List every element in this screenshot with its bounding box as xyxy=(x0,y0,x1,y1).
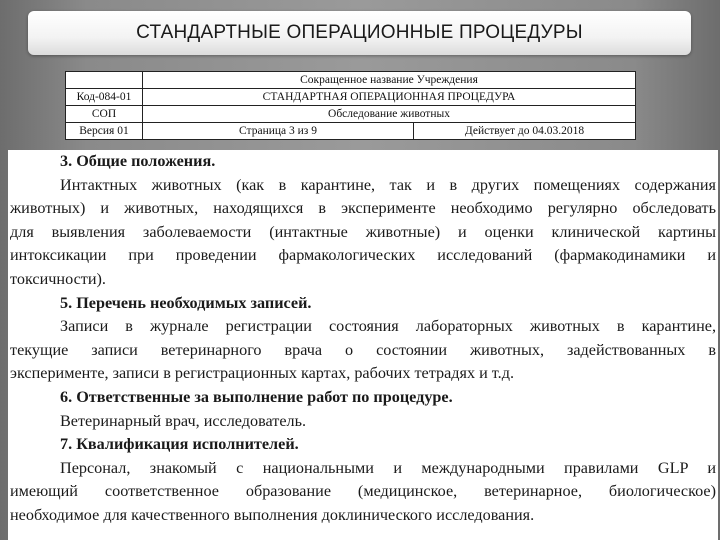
section-3-line: для выявления заболеваемости (интактные животные) и оценки клинической картины xyxy=(10,222,716,241)
section-7-line: Персонал, знакомый с национальными и международными правилами GLP и xyxy=(60,458,716,477)
section-3-line: токсичности). xyxy=(10,269,106,288)
section-3-line: Интактных животных (как в карантине, так и в других помещениях содержания xyxy=(60,175,716,194)
header-row-1 xyxy=(66,72,636,89)
doc-page: Страница 3 из 9 xyxy=(143,123,414,140)
header-empty-cell xyxy=(66,72,143,89)
doc-type: СТАНДАРТНАЯ ОПЕРАЦИОННАЯ ПРОЦЕДУРА xyxy=(143,89,636,106)
org-name: Сокращенное название Учреждения xyxy=(143,72,636,89)
header-row-3 xyxy=(66,106,636,123)
section-3-line: интоксикации при проведении фармакологических исследований (фармакодинамики и xyxy=(10,246,716,265)
doc-sop: СОП xyxy=(66,106,143,123)
section-5-line: текущие записи ветеринарного врача о состоянии животных, задействованных в xyxy=(10,340,716,359)
section-7-heading: 7. Квалификация исполнителей. xyxy=(60,435,299,454)
section-5-heading: 5. Перечень необходимых записей. xyxy=(60,293,312,312)
section-3-line: животных) и животных, находящихся в эксперименте необходимо регулярно обследовать xyxy=(10,199,716,218)
document-body xyxy=(8,150,718,540)
doc-version: Версия 01 xyxy=(66,123,143,140)
slide-title: СТАНДАРТНЫЕ ОПЕРАЦИОННЫЕ ПРОЦЕДУРЫ xyxy=(136,22,583,43)
section-5-line: Записи в журнале регистрации состояния лабораторных животных в карантине, xyxy=(60,317,716,336)
section-7-line: имеющий соответственное образование (медицинское, ветеринарное, биологическое) xyxy=(10,482,716,501)
doc-code: Код-084-01 xyxy=(66,89,143,106)
header-row-2 xyxy=(66,89,636,106)
section-5-line: эксперименте, записи в регистрационных картах, рабочих тетрадях и т.д. xyxy=(10,364,514,383)
doc-valid-until: Действует до 04.03.2018 xyxy=(414,123,636,140)
header-row-4 xyxy=(66,123,636,140)
section-6-line: Ветеринарный врач, исследователь. xyxy=(60,411,307,430)
section-3-heading: 3. Общие положения. xyxy=(60,152,216,170)
slide-title-bar xyxy=(28,11,691,55)
section-6-heading: 6. Ответственные за выполнение работ по процедуре. xyxy=(60,387,453,406)
doc-subject: Обследование животных xyxy=(143,106,636,123)
document-header-table xyxy=(65,71,636,140)
section-7-line: необходимое для качественного выполнения доклинического исследования. xyxy=(10,505,535,524)
